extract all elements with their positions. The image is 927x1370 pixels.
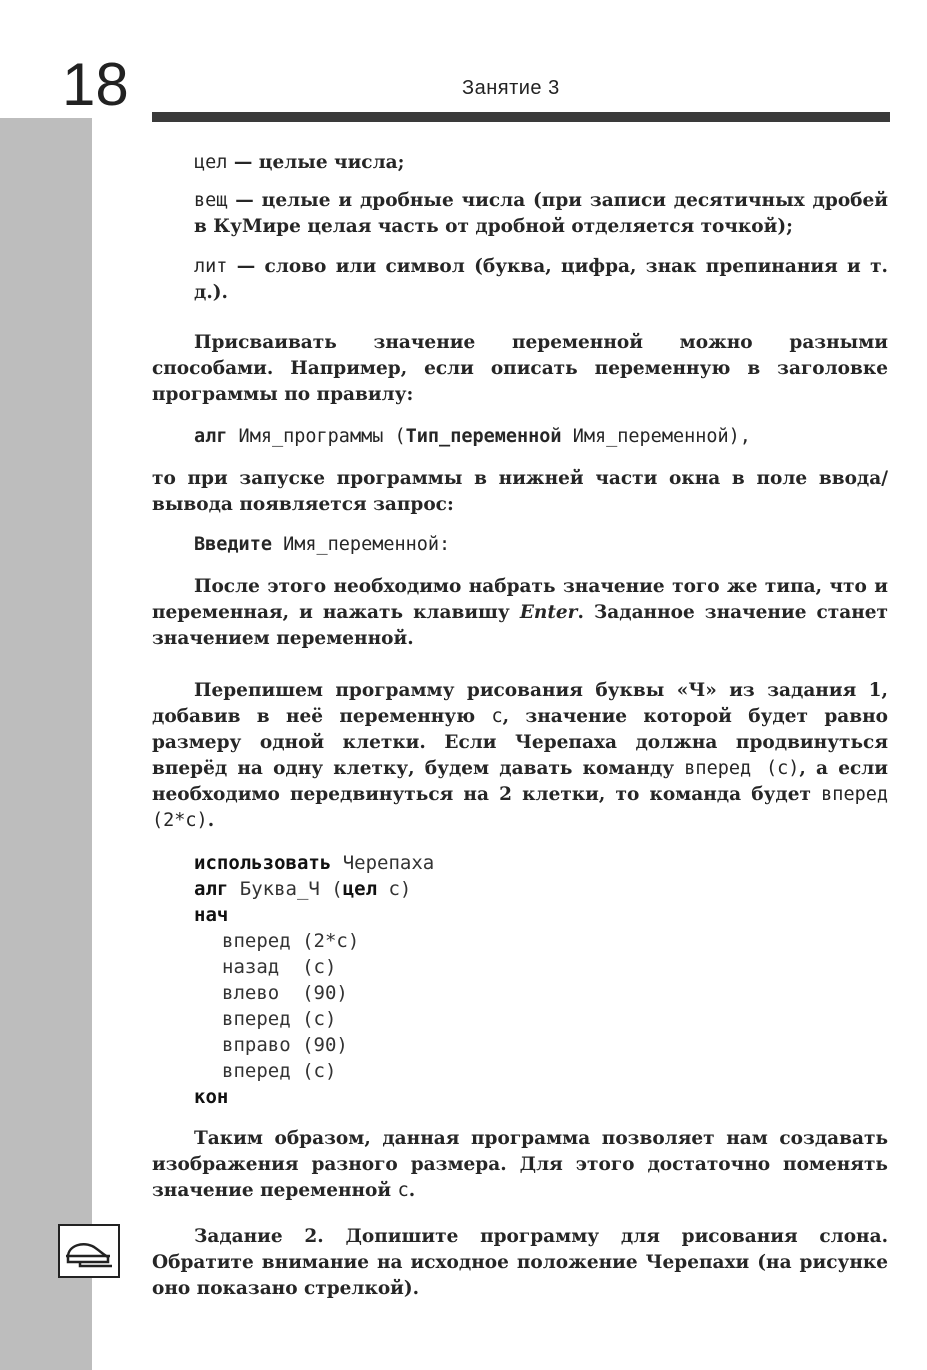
command-forward: вперед (с) — [684, 758, 800, 779]
paragraph-conclusion — [152, 1126, 888, 1204]
chapter-title: Занятие 3 — [462, 77, 560, 99]
input-line — [194, 532, 894, 558]
type-description: — слово или символ (буква, цифра, знак препинания и т. д.). — [194, 256, 888, 303]
alg-keyword: алг — [194, 878, 229, 900]
code-line — [194, 876, 434, 902]
type-description: — целые и дробные числа (при записи десятичных дробей в КуМире целая часть от дробной отделяется точкой); — [194, 190, 888, 237]
alg-keyword: алг — [194, 426, 228, 447]
type-placeholder: Тип_переменной — [405, 426, 562, 447]
paragraph-after — [152, 574, 888, 652]
task-paragraph — [152, 1224, 888, 1302]
begin-keyword: нач — [194, 904, 229, 926]
page-margin-bar — [0, 118, 92, 1370]
paragraph-prompt: то при запуске программы в нижней части окна в поле ввода/вывода появляется запрос: — [152, 468, 888, 515]
code-command: вперед (2*с) — [222, 930, 360, 952]
input-variable: Имя_переменной: — [271, 534, 451, 555]
input-keyword: Введите — [194, 534, 272, 555]
code-command: вперед (с) — [222, 1060, 337, 1082]
text-run: . — [408, 1180, 416, 1201]
paragraph-rewrite — [152, 678, 888, 834]
text-run: . — [207, 810, 215, 831]
type-keyword: цел — [194, 152, 228, 173]
code-line — [194, 850, 434, 876]
header-rule — [152, 112, 890, 122]
text-run: Перепишем программу рисования буквы «Ч» из задания 1, добавив в неё переменную — [152, 680, 888, 727]
code-command: влево (90) — [222, 982, 348, 1004]
type-keyword: цел — [342, 878, 378, 900]
mouse-icon — [58, 1224, 120, 1278]
type-item-lit — [194, 254, 888, 306]
type-item-real — [194, 188, 888, 240]
text-run: . Заданное значение станет значением переменной. — [152, 602, 888, 649]
module-name: Черепаха — [331, 852, 435, 874]
page-number: 18 — [62, 51, 129, 118]
variable-placeholder: Имя_переменной), — [561, 426, 751, 447]
type-keyword: вещ — [194, 190, 228, 211]
task-text: Допишите программу для рисования слона. Обратите внимание на исходное положение Черепахи (на рисунке оно показано стрелкой). — [152, 1226, 889, 1299]
code-command: вперед (с) — [222, 1008, 337, 1030]
program-name: Имя_программы ( — [227, 426, 406, 447]
code-command: вправо (90) — [222, 1034, 348, 1056]
algorithm-name: Буква_Ч ( — [228, 878, 343, 900]
rule-line — [194, 424, 894, 450]
use-keyword: использовать — [194, 852, 332, 874]
type-description: — целые числа; — [227, 152, 405, 173]
text-run: , а если необходимо передвинуться на 2 клетки, то команда будет — [152, 758, 888, 805]
code-command: назад (с) — [222, 956, 337, 978]
text-run: , значение которой будет равно размеру одной клетки. Если Черепаха должна продвинуться вперёд на одну клетку, будем давать команду — [152, 706, 888, 779]
end-keyword: кон — [194, 1086, 229, 1108]
type-keyword: лит — [194, 256, 228, 277]
task-label: Задание 2. — [194, 1226, 324, 1247]
enter-key: Enter — [519, 602, 578, 623]
variable-name: с — [491, 706, 503, 727]
command-forward-double: вперед (2*с) — [152, 784, 888, 831]
paragraph-assign: Присваивать значение переменной можно разными способами. Например, если описать переменную в заголовке программы по правилу: — [152, 332, 888, 405]
variable-name: с — [397, 1180, 409, 1201]
text-run: После этого необходимо набрать значение того же типа, что и переменная, и нажать клавишу — [152, 576, 888, 623]
parameter: с) — [377, 878, 412, 900]
type-item-int — [194, 150, 888, 176]
code-listing — [194, 850, 434, 1110]
text-run: Таким образом, данная программа позволяет нам создавать изображения разного размера. Для этого достаточно поменять значение переменной — [152, 1128, 888, 1201]
